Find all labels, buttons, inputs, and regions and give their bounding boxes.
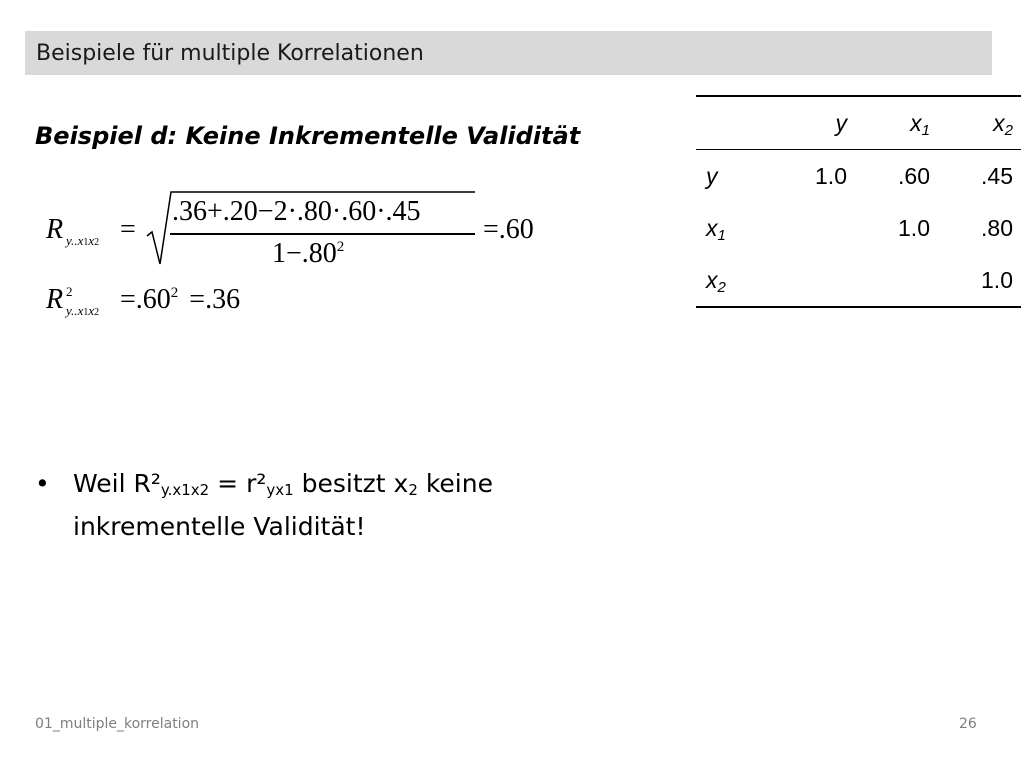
correlation-table	[696, 95, 1021, 308]
table-header-cell: $x_2$	[938, 96, 1021, 150]
formula1-numerator: .36+.20−2·.80·.60·.45	[172, 196, 421, 227]
table-row	[696, 202, 1021, 254]
table-header-cell: y	[779, 96, 855, 150]
table-cell: 1.0	[898, 214, 930, 241]
table-row	[696, 150, 1021, 203]
formula1-equals: =	[120, 214, 136, 245]
bullet-text: Weil $R^2_{y.x1x2} = r^2_{yx1}$ besitzt $x_2$ keine inkrementelle Validität!	[73, 469, 493, 541]
table-header-cell: $x_1$	[855, 96, 938, 150]
table-cell: 1.0	[815, 162, 847, 189]
table-header-cell	[696, 96, 779, 150]
formula2-R: R	[46, 284, 64, 315]
table-cell	[855, 254, 938, 307]
formula1-R: R	[46, 214, 64, 245]
bullet-icon: •	[35, 469, 50, 498]
formula1-result: =.60	[483, 214, 534, 245]
slide-title: Beispiele für multiple Korrelationen	[36, 41, 424, 66]
formula2-superscript: 2	[66, 284, 73, 299]
example-heading: Beispiel d: Keine Inkrementelle Validität	[35, 122, 581, 150]
table-row	[696, 254, 1021, 307]
table-cell: .80	[981, 214, 1013, 241]
table-cell: .45	[981, 162, 1013, 189]
formula1-denominator: $1-.80^2$	[272, 238, 345, 269]
formula2-subscript: y..x1x2	[66, 303, 100, 318]
formula2-rhs: $=.60^2 =.36$	[120, 284, 241, 315]
slide-title-bar	[25, 31, 992, 75]
table-row-label: $x_1$	[706, 214, 726, 244]
table-row-label: $x_2$	[696, 254, 779, 307]
table-cell: 1.0	[938, 254, 1021, 307]
footer-filename: 01_multiple_korrelation	[35, 716, 200, 732]
table-row-label: y	[706, 162, 718, 189]
table-cell: .60	[898, 162, 930, 189]
formula1-subscript: y..x1x2	[66, 233, 100, 248]
table-cell	[779, 254, 855, 307]
fraction-bar	[170, 233, 475, 235]
page-number: 26	[959, 716, 977, 732]
table-cell	[779, 202, 855, 254]
table-header-row	[696, 96, 1021, 150]
